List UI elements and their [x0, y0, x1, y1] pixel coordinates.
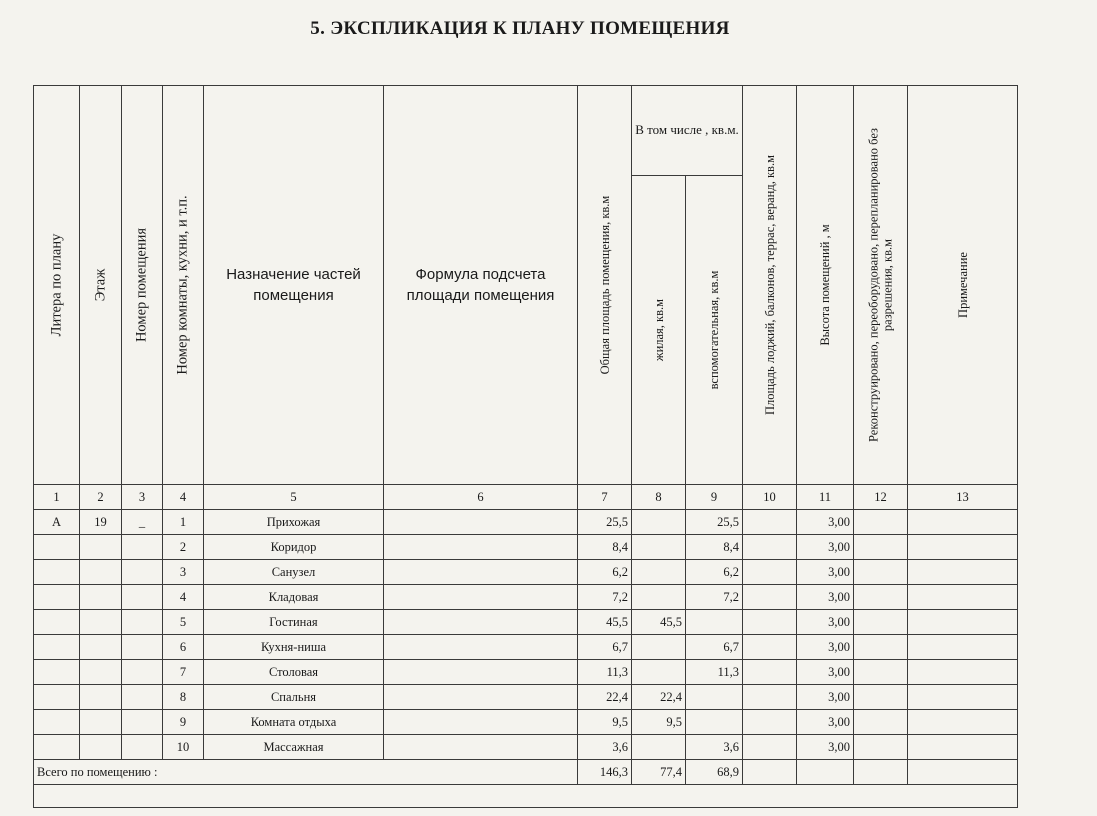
- cell-height: 3,00: [797, 710, 854, 735]
- cell-reconstructed: [854, 660, 908, 685]
- cell-note: [908, 710, 1018, 735]
- cell-floor: [80, 735, 122, 760]
- colnum-8: 8: [632, 485, 686, 510]
- cell-part-no: 1: [163, 510, 204, 535]
- cell-floor: [80, 610, 122, 635]
- cell-litera: [34, 560, 80, 585]
- cell-height: 3,00: [797, 585, 854, 610]
- cell-loggia: [743, 685, 797, 710]
- cell-loggia: [743, 585, 797, 610]
- colnum-12: 12: [854, 485, 908, 510]
- cell-reconstructed: [854, 510, 908, 535]
- totals-loggia: [743, 760, 797, 785]
- cell-reconstructed: [854, 560, 908, 585]
- colnum-3: 3: [122, 485, 163, 510]
- cell-purpose: Кладовая: [204, 585, 384, 610]
- colnum-4: 4: [163, 485, 204, 510]
- colnum-13: 13: [908, 485, 1018, 510]
- header-incl-group: В том числе , кв.м.: [632, 86, 743, 176]
- cell-formula: [384, 710, 578, 735]
- cell-height: 3,00: [797, 535, 854, 560]
- header-room-no: Номер помещения: [122, 86, 163, 485]
- cell-reconstructed: [854, 585, 908, 610]
- totals-living: 77,4: [632, 760, 686, 785]
- cell-room-no: [122, 710, 163, 735]
- cell-floor: [80, 710, 122, 735]
- header-auxiliary: вспомогательная, кв.м: [686, 176, 743, 485]
- totals-note: [908, 760, 1018, 785]
- table-row: [34, 735, 1018, 760]
- cell-auxiliary: 6,2: [686, 560, 743, 585]
- cell-total-area: 9,5: [578, 710, 632, 735]
- cell-auxiliary: [686, 610, 743, 635]
- totals-auxiliary: 68,9: [686, 760, 743, 785]
- cell-room-no: [122, 585, 163, 610]
- table-row: [34, 510, 1018, 535]
- cell-loggia: [743, 610, 797, 635]
- cell-room-no: [122, 735, 163, 760]
- colnum-2: 2: [80, 485, 122, 510]
- cell-living: [632, 535, 686, 560]
- colnum-7: 7: [578, 485, 632, 510]
- colnum-11: 11: [797, 485, 854, 510]
- table-row: [34, 685, 1018, 710]
- cell-part-no: 8: [163, 685, 204, 710]
- cell-note: [908, 510, 1018, 535]
- cell-purpose: Гостиная: [204, 610, 384, 635]
- colnum-9: 9: [686, 485, 743, 510]
- cell-purpose: Санузел: [204, 560, 384, 585]
- cell-height: 3,00: [797, 635, 854, 660]
- cell-litera: [34, 710, 80, 735]
- cell-living: [632, 560, 686, 585]
- cell-total-area: 3,6: [578, 735, 632, 760]
- cell-loggia: [743, 660, 797, 685]
- cell-height: 3,00: [797, 560, 854, 585]
- cell-loggia: [743, 560, 797, 585]
- cell-room-no: _: [122, 510, 163, 535]
- cell-reconstructed: [854, 735, 908, 760]
- cell-purpose: Прихожая: [204, 510, 384, 535]
- cell-formula: [384, 610, 578, 635]
- table-row: [34, 610, 1018, 635]
- table-row: [34, 660, 1018, 685]
- page-title: 5. ЭКСПЛИКАЦИЯ К ПЛАНУ ПОМЕЩЕНИЯ: [310, 18, 730, 39]
- cell-loggia: [743, 735, 797, 760]
- cell-height: 3,00: [797, 735, 854, 760]
- cell-auxiliary: 8,4: [686, 535, 743, 560]
- cell-formula: [384, 510, 578, 535]
- header-loggia: Площадь лоджий, балконов, террас, веранд, кв.м: [743, 86, 797, 485]
- cell-litera: [34, 635, 80, 660]
- cell-loggia: [743, 535, 797, 560]
- cell-living: [632, 735, 686, 760]
- cell-room-no: [122, 685, 163, 710]
- cell-living: [632, 635, 686, 660]
- cell-height: 3,00: [797, 660, 854, 685]
- colnum-5: 5: [204, 485, 384, 510]
- cell-total-area: 6,7: [578, 635, 632, 660]
- cell-floor: [80, 660, 122, 685]
- cell-purpose: Комната отдыха: [204, 710, 384, 735]
- cell-part-no: 7: [163, 660, 204, 685]
- cell-purpose: Коридор: [204, 535, 384, 560]
- cell-purpose: Спальня: [204, 685, 384, 710]
- column-number-row: [34, 485, 1018, 510]
- cell-room-no: [122, 610, 163, 635]
- table-row: [34, 585, 1018, 610]
- cell-floor: [80, 560, 122, 585]
- cell-litera: [34, 685, 80, 710]
- header-row-top: [34, 86, 1018, 176]
- cell-room-no: [122, 560, 163, 585]
- header-total-area: Общая площадь помещения, кв.м: [578, 86, 632, 485]
- cell-total-area: 7,2: [578, 585, 632, 610]
- totals-total-area: 146,3: [578, 760, 632, 785]
- cell-living: 9,5: [632, 710, 686, 735]
- colnum-10: 10: [743, 485, 797, 510]
- cell-loggia: [743, 635, 797, 660]
- cell-reconstructed: [854, 685, 908, 710]
- cell-part-no: 4: [163, 585, 204, 610]
- cell-purpose: Массажная: [204, 735, 384, 760]
- cell-auxiliary: 7,2: [686, 585, 743, 610]
- table-row: [34, 635, 1018, 660]
- cell-note: [908, 685, 1018, 710]
- header-purpose: Назначение частей помещения: [204, 86, 384, 485]
- header-part-no: Номер комнаты, кухни, и т.п.: [163, 86, 204, 485]
- cell-total-area: 25,5: [578, 510, 632, 535]
- cell-reconstructed: [854, 635, 908, 660]
- cell-room-no: [122, 660, 163, 685]
- cell-purpose: Столовая: [204, 660, 384, 685]
- cell-litera: [34, 660, 80, 685]
- cell-auxiliary: 25,5: [686, 510, 743, 535]
- cell-note: [908, 560, 1018, 585]
- cell-floor: [80, 635, 122, 660]
- cell-total-area: 11,3: [578, 660, 632, 685]
- table-row: [34, 710, 1018, 735]
- totals-reconstructed: [854, 760, 908, 785]
- cell-height: 3,00: [797, 510, 854, 535]
- cell-litera: [34, 735, 80, 760]
- cell-note: [908, 660, 1018, 685]
- cell-part-no: 5: [163, 610, 204, 635]
- empty-footer-row: [34, 785, 1018, 808]
- cell-formula: [384, 635, 578, 660]
- totals-label: Всего по помещению :: [34, 760, 578, 785]
- cell-litera: [34, 585, 80, 610]
- cell-note: [908, 535, 1018, 560]
- colnum-1: 1: [34, 485, 80, 510]
- cell-auxiliary: 6,7: [686, 635, 743, 660]
- cell-living: [632, 585, 686, 610]
- header-note: Примечание: [908, 86, 1018, 485]
- header-height: Высота помещений , м: [797, 86, 854, 485]
- cell-reconstructed: [854, 535, 908, 560]
- totals-height: [797, 760, 854, 785]
- cell-part-no: 2: [163, 535, 204, 560]
- table-row: [34, 560, 1018, 585]
- totals-row: [34, 760, 1018, 785]
- cell-formula: [384, 660, 578, 685]
- cell-room-no: [122, 635, 163, 660]
- cell-reconstructed: [854, 710, 908, 735]
- cell-note: [908, 735, 1018, 760]
- cell-part-no: 6: [163, 635, 204, 660]
- cell-part-no: 9: [163, 710, 204, 735]
- cell-auxiliary: [686, 685, 743, 710]
- cell-total-area: 8,4: [578, 535, 632, 560]
- cell-loggia: [743, 710, 797, 735]
- cell-auxiliary: 11,3: [686, 660, 743, 685]
- cell-litera: [34, 610, 80, 635]
- table-row: [34, 535, 1018, 560]
- cell-loggia: [743, 510, 797, 535]
- header-reconstructed: Реконструировано, переоборудовано, перепланировано без разрешения, кв.м: [854, 86, 908, 485]
- cell-room-no: [122, 535, 163, 560]
- explication-table: [33, 85, 1018, 808]
- cell-formula: [384, 560, 578, 585]
- cell-formula: [384, 735, 578, 760]
- cell-floor: 19: [80, 510, 122, 535]
- cell-litera: А: [34, 510, 80, 535]
- cell-purpose: Кухня-ниша: [204, 635, 384, 660]
- cell-formula: [384, 585, 578, 610]
- cell-auxiliary: 3,6: [686, 735, 743, 760]
- cell-formula: [384, 535, 578, 560]
- header-litera: Литера по плану: [34, 86, 80, 485]
- cell-floor: [80, 685, 122, 710]
- cell-floor: [80, 535, 122, 560]
- cell-height: 3,00: [797, 610, 854, 635]
- header-floor: Этаж: [80, 86, 122, 485]
- cell-note: [908, 585, 1018, 610]
- cell-total-area: 22,4: [578, 685, 632, 710]
- cell-litera: [34, 535, 80, 560]
- cell-auxiliary: [686, 710, 743, 735]
- cell-total-area: 45,5: [578, 610, 632, 635]
- cell-formula: [384, 685, 578, 710]
- cell-part-no: 10: [163, 735, 204, 760]
- cell-note: [908, 635, 1018, 660]
- cell-living: [632, 510, 686, 535]
- cell-reconstructed: [854, 610, 908, 635]
- cell-note: [908, 610, 1018, 635]
- colnum-6: 6: [384, 485, 578, 510]
- cell-living: [632, 660, 686, 685]
- cell-part-no: 3: [163, 560, 204, 585]
- cell-total-area: 6,2: [578, 560, 632, 585]
- cell-living: 45,5: [632, 610, 686, 635]
- empty-footer-cell: [34, 785, 1018, 808]
- header-formula: Формула подсчета площади помещения: [384, 86, 578, 485]
- cell-height: 3,00: [797, 685, 854, 710]
- header-living: жилая, кв.м: [632, 176, 686, 485]
- cell-floor: [80, 585, 122, 610]
- cell-living: 22,4: [632, 685, 686, 710]
